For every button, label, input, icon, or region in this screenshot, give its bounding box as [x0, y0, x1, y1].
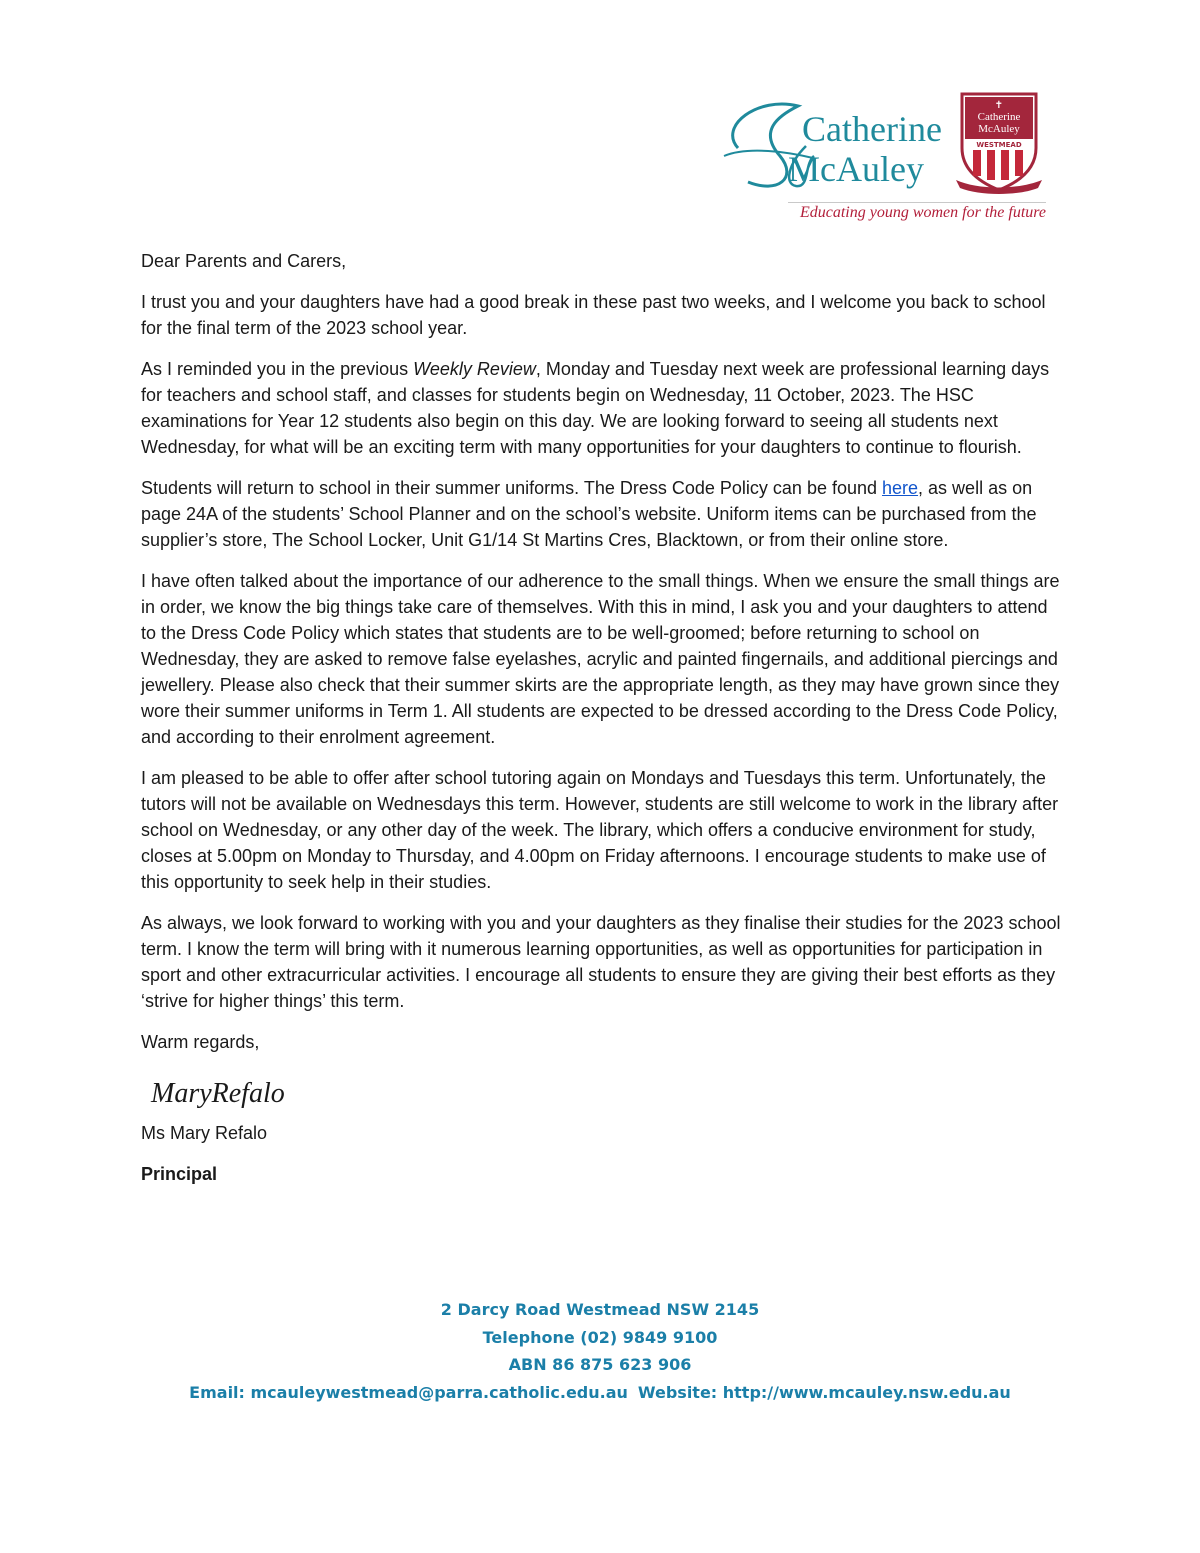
footer-abn: ABN 86 875 623 906: [508, 1355, 692, 1374]
signer-name: Ms Mary Refalo: [141, 1123, 268, 1143]
footer-email[interactable]: Email: mcauleywestmead@parra.catholic.edu.au: [189, 1382, 628, 1402]
footer-website[interactable]: Website: http://www.mcauley.nsw.edu.au: [637, 1382, 1011, 1402]
paragraph-6: As always, we look forward to working with you and your daughters as they finalise their studies for the 2023 school term. I know the term will bring with it numerous learning opportunities, as well as opportunities for participation in sport and other extracurricular activities. I encourage all students to ensure they are giving their best efforts as they ‘strive for higher things’ this term.: [141, 913, 1061, 1011]
crest-cross-icon: ✝: [994, 100, 1004, 111]
tagline-rule: [788, 202, 1046, 203]
school-logo: [718, 86, 1048, 206]
dress-code-link[interactable]: here: [882, 478, 919, 498]
footer-telephone: Telephone (02) 9849 9100: [482, 1327, 718, 1347]
paragraph-2: [141, 356, 1066, 460]
signature-scribble: [147, 1070, 317, 1114]
paragraph-2-text-a: As I reminded you in the previous: [141, 359, 414, 379]
signature-text: MaryRefalo: [151, 1078, 285, 1109]
letter-body: [141, 248, 1066, 1202]
logo-line1: Catherine: [802, 109, 942, 149]
closing: Warm regards,: [141, 1032, 260, 1052]
signer-title: Principal: [141, 1164, 218, 1184]
footer-address: 2 Darcy Road Westmead NSW 2145: [440, 1300, 760, 1319]
logo-line2: McAuley: [788, 149, 924, 189]
footer-email-website-row: [0, 1379, 1200, 1407]
signature: [147, 1070, 1066, 1114]
footer-contact: [0, 1296, 1200, 1406]
paragraph-3-text-a: Students will return to school in their summer uniforms. The Dress Code Policy can be found: [141, 478, 883, 498]
crest-band: WESTMEAD: [976, 141, 1022, 149]
paragraph-5: I am pleased to be able to offer after school tutoring again on Mondays and Tuesdays this term. Unfortunately, the tutors will not be available on Wednesdays this term. However, students are still welcome to work in the library after school on Wednesday, or any other day of the week. The library, which offers a conducive environment for study, closes at 5.00pm on Monday to Thursday, and 4.00pm on Friday afternoons. I encourage students to make use of this opportunity to seek help in their studies.: [141, 768, 1059, 892]
paragraph-3-text-b: , as well as on page 24A of the students’ School Planner and on the school’s website. Uniform items can be purchased from the supplier’s store, The School Locker, Unit G1/14 St Martins Cres, Blacktown, or from their online store.: [141, 478, 1037, 550]
paragraph-4: I have often talked about the importance of our adherence to the small things. When we ensure the small things are in order, we know the big things take care of themselves. With this in mind, I ask you and your daughters to attend to the Dress Code Policy which states that students are to be well-groomed; before returning to school on Wednesday, they are asked to remove false eyelashes, acrylic and painted fingernails, and additional piercings and jewellery. Please also check that their summer skirts are the appropriate length, as they may have grown since they wore their summer uniforms in Term 1. All students are expected to be dressed according to the Dress Code Policy, and according to their enrolment agreement.: [141, 571, 1060, 747]
salutation: Dear Parents and Carers,: [141, 251, 347, 271]
paragraph-3: [141, 475, 1066, 553]
crest-line2: McAuley: [978, 123, 1020, 135]
paragraph-1: I trust you and your daughters have had a good break in these past two weeks, and I welcome you back to school for the final term of the 2023 school year.: [141, 292, 1046, 338]
paragraph-2-text-b: , Monday and Tuesday next week are professional learning days for teachers and school staff, and classes for students begin on Wednesday, 11 October, 2023. The HSC examinations for Year 12 students also begin on this day. We are looking forward to seeing all students next Wednesday, for what will be an exciting term with many opportunities for your daughters to continue to flourish.: [141, 359, 1050, 457]
school-crest: [956, 94, 1042, 194]
weekly-review-title: Weekly Review: [413, 359, 536, 379]
tagline: Educating young women for the future: [799, 204, 1046, 221]
crest-line1: Catherine: [977, 111, 1021, 123]
letterhead: [718, 86, 1048, 236]
